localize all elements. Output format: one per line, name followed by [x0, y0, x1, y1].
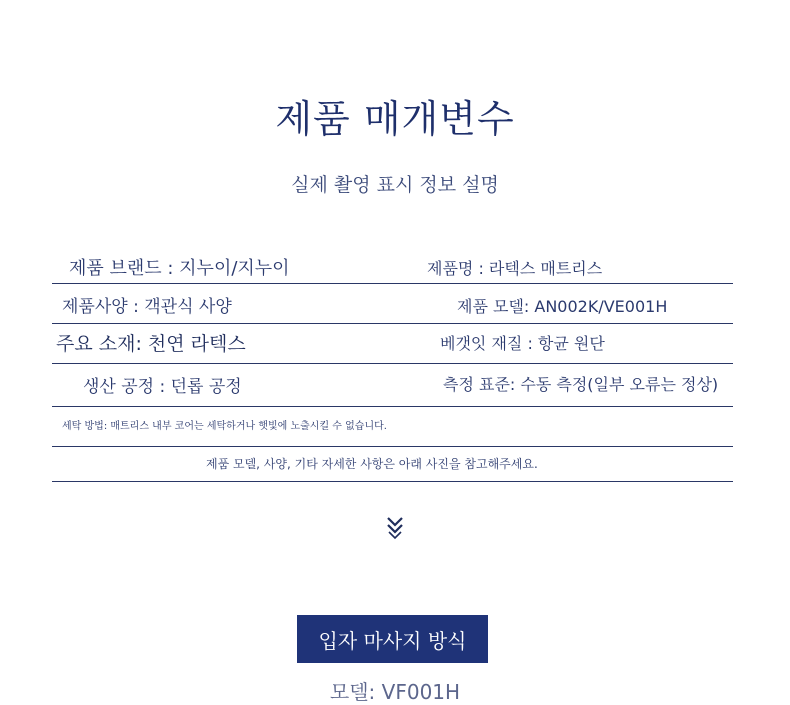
spec-process: 생산 공정 : 던롭 공정: [83, 377, 242, 397]
table-divider: [52, 363, 733, 364]
page-subtitle: 실제 촬영 표시 정보 설명: [291, 174, 499, 196]
spec-measurement: 측정 표준: 수동 측정(일부 오류는 정상): [443, 375, 719, 394]
double-chevron-down-icon: [384, 514, 406, 542]
spec-product-name: 제품명 : 라텍스 매트리스: [427, 259, 603, 278]
spec-model: 제품 모델: AN002K/VE001H: [457, 297, 668, 316]
page-title: 제품 매개변수: [275, 97, 515, 141]
spec-note: 제품 모델, 사양, 기타 자세한 사항은 아래 사진을 참고해주세요.: [206, 457, 538, 471]
section-badge-label: 입자 마사지 방식: [318, 628, 467, 653]
section-badge: [297, 615, 488, 663]
table-divider: [52, 406, 733, 407]
spec-washing: 세탁 방법: 매트리스 내부 코어는 세탁하거나 햇빛에 노출시킬 수 없습니다.: [62, 421, 387, 432]
table-divider: [52, 323, 733, 324]
spec-specification: 제품사양 : 객관식 사양: [62, 297, 232, 317]
spec-material: 주요 소재: 천연 라텍스: [56, 333, 246, 355]
table-divider: [52, 283, 733, 284]
spec-brand: 제품 브랜드 : 지누이/지누이: [69, 258, 290, 279]
spec-cover-material: 베갯잇 재질 : 항균 원단: [440, 334, 605, 353]
table-divider: [52, 446, 733, 447]
section-model-label: 모델: VF001H: [329, 680, 461, 704]
table-divider: [52, 481, 733, 482]
